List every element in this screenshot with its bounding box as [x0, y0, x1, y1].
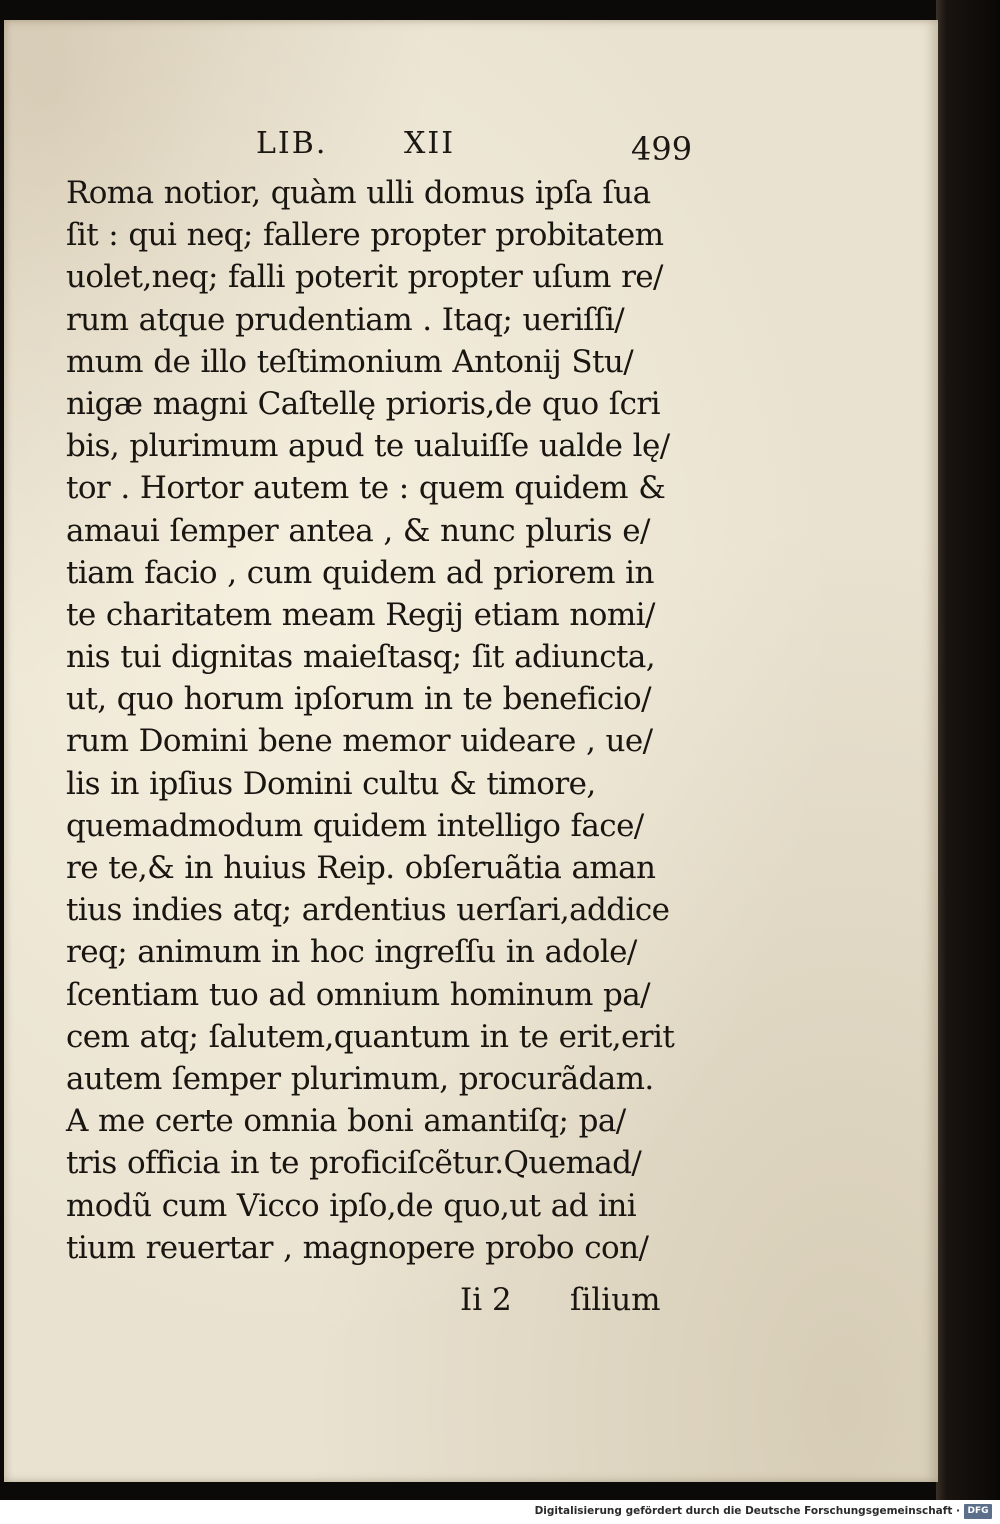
dfg-logo-icon: DFG — [964, 1504, 992, 1519]
text-line: cem atq; ſalutem,quantum in te erit,erit — [66, 1018, 675, 1055]
text-line: req; animum in hoc ingreſſu in adole/ — [66, 934, 637, 971]
text-line: nigæ magni Caſtellę prioris,de quo ſcri — [66, 385, 660, 422]
text-line: tiam facio , cum quidem ad priorem in — [66, 554, 654, 591]
text-line: nis tui dignitas maieſtasq; ſit adiuncta, — [66, 639, 656, 676]
text-line: ut, quo horum ipſorum in te beneficio/ — [66, 681, 651, 718]
running-head-lib: LIB. — [256, 126, 328, 161]
text-line: re te,& in huius Reip. obſeruãtia aman — [66, 850, 656, 886]
text-line: te charitatem meam Regij etiam nomi/ — [66, 596, 655, 633]
body-text — [66, 172, 706, 1269]
text-line: A me certe omnia boni amantiſq; pa/ — [66, 1103, 626, 1140]
page-foot — [460, 1282, 690, 1324]
signature-mark: Ii 2 — [460, 1282, 512, 1318]
text-line: rum Domini bene memor uideare , ue/ — [66, 723, 653, 760]
text-line: ſit : qui neq; fallere propter probitatem — [66, 217, 664, 254]
page-number: 499 — [631, 130, 693, 168]
running-head — [256, 126, 706, 166]
book-edge — [936, 0, 1000, 1500]
running-head-book-number: XII — [404, 126, 456, 161]
credit-bar — [0, 1500, 1000, 1524]
text-line: uolet,neq; falli poterit propter uſum re/ — [66, 259, 663, 296]
text-line: amaui ſemper antea , & nunc pluris e/ — [66, 512, 650, 549]
text-line: modũ cum Vicco ipſo,de quo,ut ad ini — [66, 1187, 637, 1224]
text-line: tius indies atq; ardentius uerſari,addice — [66, 892, 670, 929]
text-line: Roma notior, quàm ulli domus ipſa ſua — [66, 175, 651, 211]
text-line: autem ſemper plurimum, procurãdam. — [66, 1060, 654, 1097]
text-line: tium reuertar , magnopere probo con/ — [66, 1229, 649, 1266]
text-line: lis in ipſius Domini cultu & timore, — [66, 765, 596, 802]
text-line: ſcentiam tuo ad omnium hominum pa/ — [66, 976, 651, 1013]
text-line: rum atque prudentiam . Itaq; ueriſſi/ — [66, 301, 625, 338]
catchword: ſilium — [570, 1282, 661, 1318]
text-line: mum de illo teſtimonium Antonij Stu/ — [66, 343, 634, 380]
text-line: tris officia in te proficiſcẽtur.Quemad/ — [66, 1145, 642, 1182]
funding-credit: Digitalisierung gefördert durch die Deutsche Forschungsgemeinschaft · — [534, 1505, 960, 1517]
text-line: tor . Hortor autem te : quem quidem & — [66, 470, 666, 507]
book-page — [4, 20, 938, 1482]
text-line: bis, plurimum apud te ualuiſſe ualde lę/ — [66, 428, 670, 465]
text-line: quemadmodum quidem intelligo face/ — [66, 807, 644, 844]
